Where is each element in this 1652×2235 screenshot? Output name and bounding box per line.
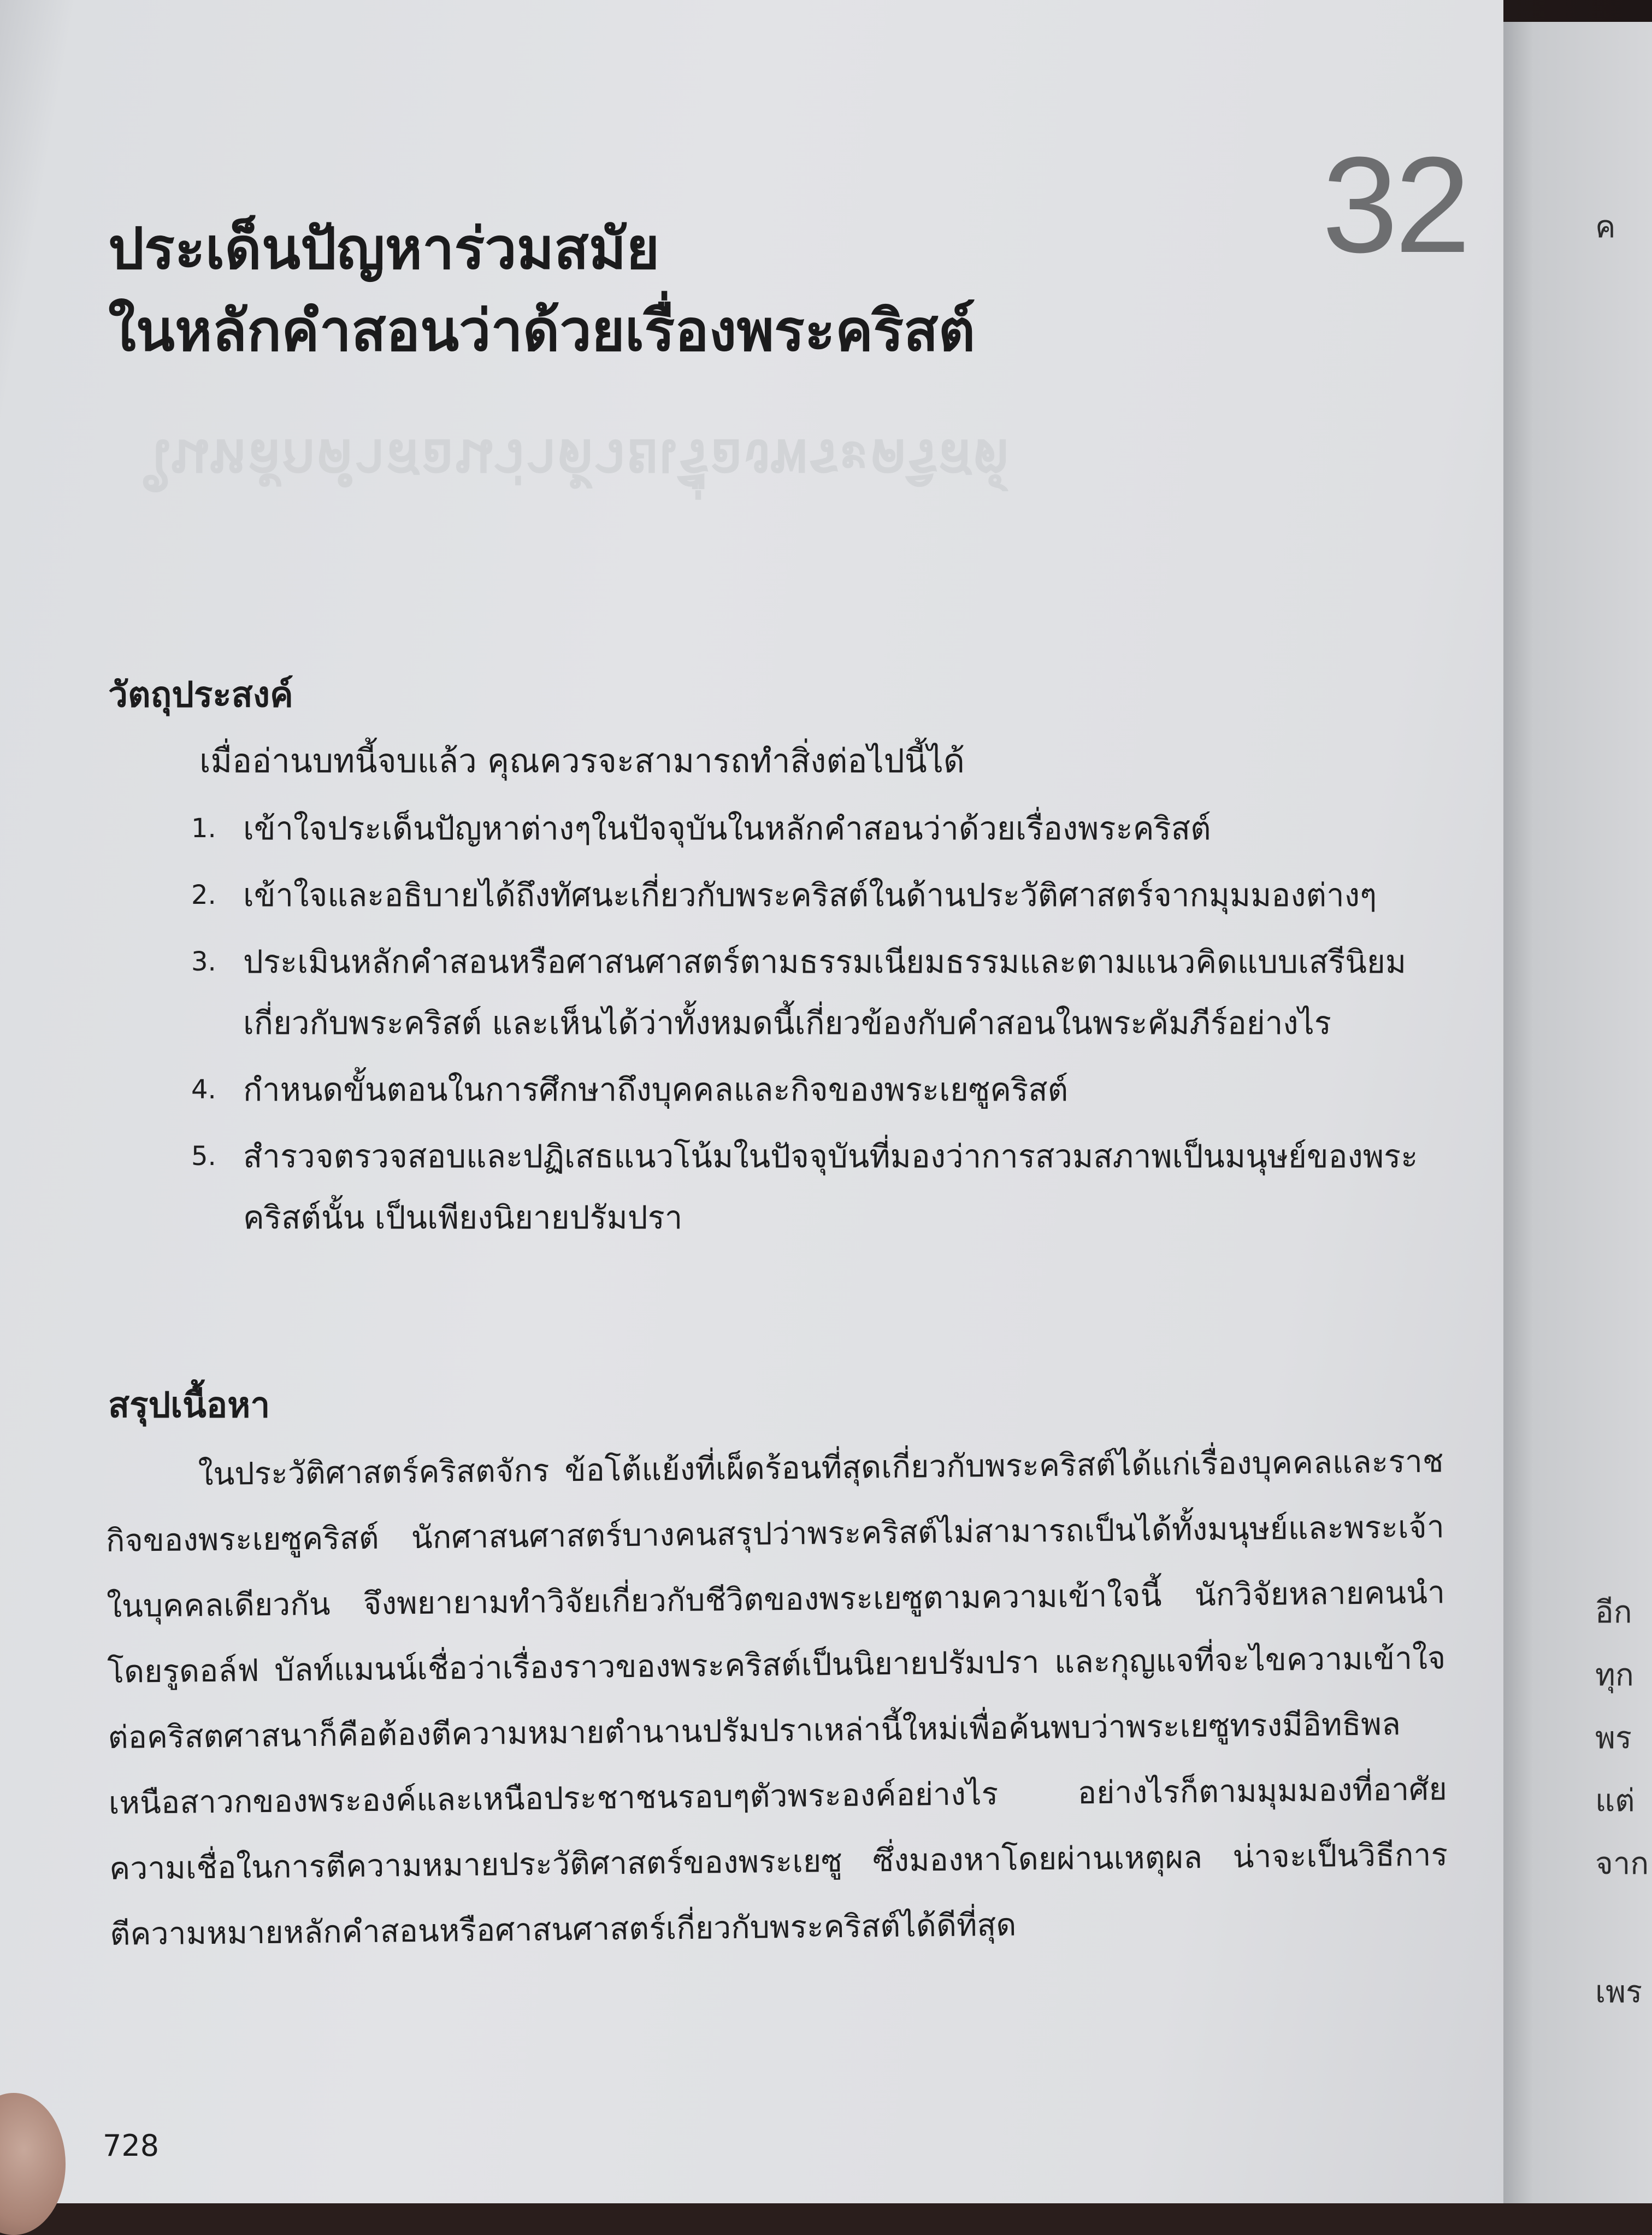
objectives-heading: วัตถุประสงค์ bbox=[108, 675, 293, 715]
objective-item bbox=[191, 864, 1464, 926]
objective-number: 1. bbox=[191, 813, 216, 844]
chapter-title-line: ในหลักคำสอนว่าด้วยเรื่องพระคริสต์ bbox=[108, 297, 976, 364]
objective-text: เข้าใจและอธิบายได้ถึงทัศนะเกี่ยวกับพระคริสต์ในด้านประวัติศาสตร์จากมุมมองต่างๆ bbox=[243, 877, 1377, 914]
objectives-list bbox=[191, 798, 1464, 1254]
objective-item bbox=[191, 1059, 1464, 1120]
facing-page-fragment: แต่ bbox=[1595, 1783, 1635, 1819]
objective-text: กำหนดขั้นตอนในการศึกษาถึงบุคคลและกิจของพระเยซูคริสต์ bbox=[243, 1071, 1069, 1108]
objective-item bbox=[191, 798, 1464, 859]
objective-item bbox=[191, 1126, 1464, 1248]
objective-text: เข้าใจประเด็นปัญหาต่างๆในปัจจุบันในหลักคำสอนว่าด้วยเรื่องพระคริสต์ bbox=[243, 810, 1211, 847]
show-through-text: ในหลักคำสอนว่าด้วยเรื่องพระคริสต์ bbox=[142, 427, 1010, 493]
facing-page bbox=[1503, 22, 1652, 2203]
facing-page-fragment: เพร bbox=[1595, 1974, 1643, 2010]
chapter-number: 32 bbox=[1322, 128, 1468, 281]
summary-paragraph: ในประวัติศาสตร์คริสตจักร ข้อโต้แย้งที่เผ็ดร้อนที่สุดเกี่ยวกับพระคริสต์ได้แก่เรื่องบุคคลและราชกิจของพระเยซูคริสต์ นักศาสนศาสตร์บางคนสรุปว่าพระคริสต์ไม่สามารถเป็นได้ทั้งมนุษย์และพระเจ้าในบุคคลเดียวกัน จึงพยายามทำวิจัยเกี่ยวกับชีวิตของพระเยซูตามความเข้าใจนี้ นักวิจัยหลายคนนำโดยรูดอล์ฟ บัลท์แมนน์เชื่อว่าเรื่องราวของพระคริสต์เป็นนิยายปรัมปรา และกุญแจที่จะไขความเข้าใจต่อคริสตศาสนาก็คือต้องตีความหมายตำนานปรัมปราเหล่านี้ใหม่เพื่อค้นพบว่าพระเยซูทรงมีอิทธิพลเหนือสาวกของพระองค์และเหนือประชาชนรอบๆตัวพระองค์อย่างไร อย่างไรก็ตามมุมมองที่อาศัยความเชื่อในการตีความหมายประวัติศาสตร์ของพระเยซู ซึ่งมองหาโดยผ่านเหตุผล น่าจะเป็นวิธีการตีความหมายหลักคำสอนหรือศาสนศาสตร์เกี่ยวกับพระคริสต์ได้ดีที่สุด bbox=[105, 1443, 1448, 1952]
chapter-title-line: ประเด็นปัญหาร่วมสมัย bbox=[108, 215, 660, 282]
chapter-title bbox=[108, 208, 1310, 372]
objective-number: 2. bbox=[191, 880, 216, 910]
objective-number: 5. bbox=[191, 1141, 216, 1172]
objectives-intro: เมื่ออ่านบทนี้จบแล้ว คุณควรจะสามารถทำสิ่งต่อไปนี้ได้ bbox=[199, 742, 965, 780]
facing-page-fragment: ค bbox=[1595, 209, 1616, 245]
facing-page-fragment: ทุก bbox=[1595, 1657, 1634, 1693]
objective-item bbox=[191, 931, 1464, 1054]
facing-page-fragment: จาก bbox=[1595, 1846, 1649, 1881]
page-number: 728 bbox=[103, 2128, 160, 2163]
summary-heading: สรุปเนื้อหา bbox=[108, 1385, 270, 1426]
objective-number: 3. bbox=[191, 946, 216, 977]
facing-page-fragment: พร bbox=[1595, 1720, 1632, 1756]
facing-page-fragment: อีก bbox=[1595, 1595, 1632, 1630]
objective-text: ประเมินหลักคำสอนหรือศาสนศาสตร์ตามธรรมเนียมธรรมและตามแนวคิดแบบเสรีนิยมเกี่ยวกับพระคริสต์ และเห็นได้ว่าทั้งหมดนี้เกี่ยวข้องกับคำสอนในพระคัมภีร์อย่างไร bbox=[243, 943, 1407, 1042]
objective-text: สำรวจตรวจสอบและปฏิเสธแนวโน้มในปัจจุบันที่มองว่าการสวมสภาพเป็นมนุษย์ของพระคริสต์นั้น เป็นเพียงนิยายปรัมปรา bbox=[243, 1138, 1418, 1236]
objective-number: 4. bbox=[191, 1074, 216, 1105]
